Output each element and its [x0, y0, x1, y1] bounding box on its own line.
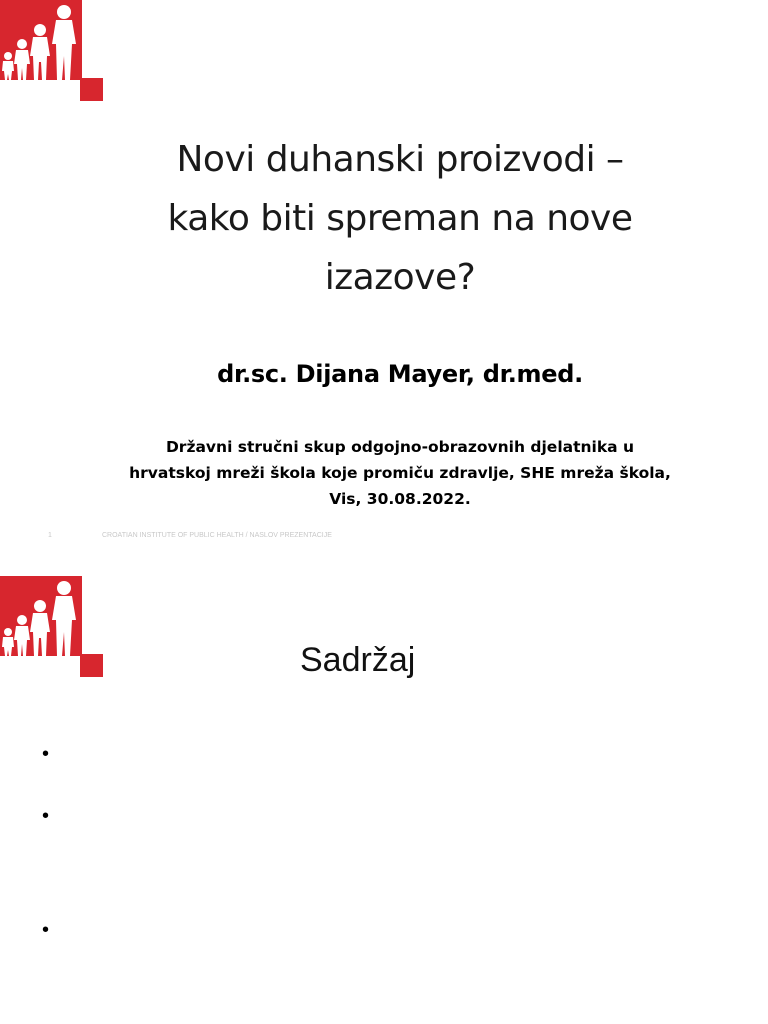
event-description	[100, 434, 700, 512]
bullet-item: •	[42, 919, 50, 941]
bullet-list	[0, 556, 768, 1024]
presentation-title	[100, 130, 700, 307]
title-line: kako biti spreman na nove	[167, 198, 633, 239]
event-line: hrvatskoj mreži škola koje promiču zdravlje, SHE mreža škola,	[129, 464, 671, 482]
title-line: Novi duhanski proizvodi –	[176, 139, 624, 180]
event-line: Vis, 30.08.2022.	[329, 490, 471, 508]
section-title: Sadržaj	[300, 641, 416, 679]
slide-page-number: 1	[48, 532, 52, 539]
bullet-item: •	[42, 805, 50, 827]
bullet-item: •	[42, 743, 50, 765]
red-square-icon	[80, 78, 103, 101]
slide-footer-text: CROATIAN INSTITUTE OF PUBLIC HEALTH / NASLOV PREZENTACIJE	[102, 532, 332, 539]
author-name: dr.sc. Dijana Mayer, dr.med.	[217, 360, 583, 388]
people-silhouette-logo-icon	[0, 0, 82, 80]
slide-2	[0, 556, 768, 1024]
event-line: Državni stručni skup odgojno-obrazovnih djelatnika u	[165, 438, 635, 456]
title-line: izazove?	[324, 257, 476, 298]
